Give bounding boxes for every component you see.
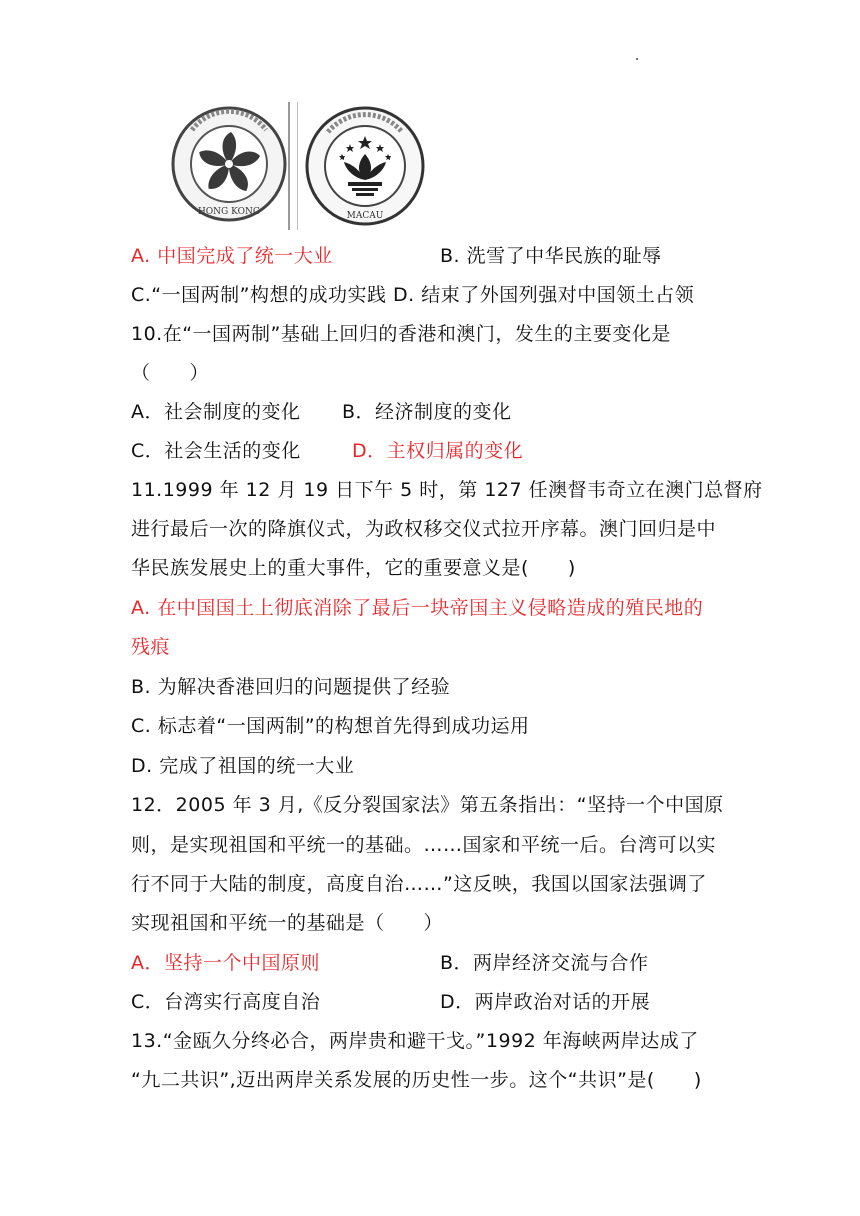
q13-stem-line2: “九二共识”,迈出两岸关系发展的历史性一步。这个“共识”是( ) [131, 1069, 702, 1091]
q9-option-b: B. 洗雪了中华民族的耻辱 [440, 245, 662, 267]
hong-kong-emblem-label: HONG KONG [197, 207, 261, 217]
divider [297, 102, 298, 230]
q12-option-d: D．两岸政治对话的开展 [440, 991, 651, 1013]
q12-stem-line1: 12．2005 年 3 月,《反分裂国家法》第五条指出：“坚持一个中国原 [131, 794, 724, 816]
q12-stem-line4: 实现祖国和平统一的基础是（ ） [131, 912, 444, 934]
q10-option-c: C．社会生活的变化 [131, 440, 301, 462]
q9-option-cd: C.“一国两制”构想的成功实践 D. 结束了外国列强对中国领土占领 [131, 284, 695, 306]
q11-stem-line2: 进行最后一次的降旗仪式，为政权移交仪式拉开序幕。澳门回归是中 [131, 518, 717, 540]
q11-option-c: C. 标志着“一国两制”的构想首先得到成功运用 [131, 715, 530, 737]
q12-option-b: B．两岸经济交流与合作 [440, 952, 649, 974]
q10-stem-line2: （ ） [131, 362, 210, 384]
macau-emblem [302, 102, 428, 230]
scan-speck [636, 58, 638, 60]
q11-option-b: B. 为解决香港回归的问题提供了经验 [131, 676, 451, 698]
q10-option-a: A．社会制度的变化 [131, 401, 301, 423]
q13-stem-line1: 13.“金瓯久分终必合，两岸贵和避干戈。”1992 年海峡两岸达成了 [131, 1030, 699, 1052]
q11-option-a-line2: 残痕 [131, 636, 171, 658]
macau-emblem-label: MACAU [346, 211, 384, 221]
q11-stem-line3: 华民族发展史上的重大事件，它的重要意义是( ) [131, 557, 576, 579]
q12-stem-line3: 行不同于大陆的制度，高度自治……”这反映，我国以国家法强调了 [131, 873, 707, 895]
q10-stem-line1: 10.在“一国两制”基础上回归的香港和澳门，发生的主要变化是 [131, 323, 671, 345]
q11-option-a-line1: A. 在中国国土上彻底消除了最后一块帝国主义侵略造成的殖民地的 [131, 597, 704, 619]
q11-stem-line1: 11.1999 年 12 月 19 日下午 5 时，第 127 任澳督韦奇立在澳门总督府 [131, 479, 763, 501]
hong-kong-emblem [170, 102, 290, 230]
q11-option-d: D. 完成了祖国的统一大业 [131, 755, 355, 777]
emblem-images [170, 102, 432, 230]
q10-option-d: D．主权归属的变化 [352, 440, 524, 462]
q12-option-c: C．台湾实行高度自治 [131, 991, 321, 1013]
q9-option-a: A. 中国完成了统一大业 [131, 245, 333, 267]
q12-option-a: A．坚持一个中国原则 [131, 952, 320, 974]
macau-emblem-icon [302, 102, 428, 230]
q10-option-b: B．经济制度的变化 [342, 401, 512, 423]
q12-stem-line2: 则，是实现祖国和平统一的基础。……国家和平统一后。台湾可以实 [131, 834, 717, 856]
hong-kong-emblem-icon [170, 102, 288, 230]
